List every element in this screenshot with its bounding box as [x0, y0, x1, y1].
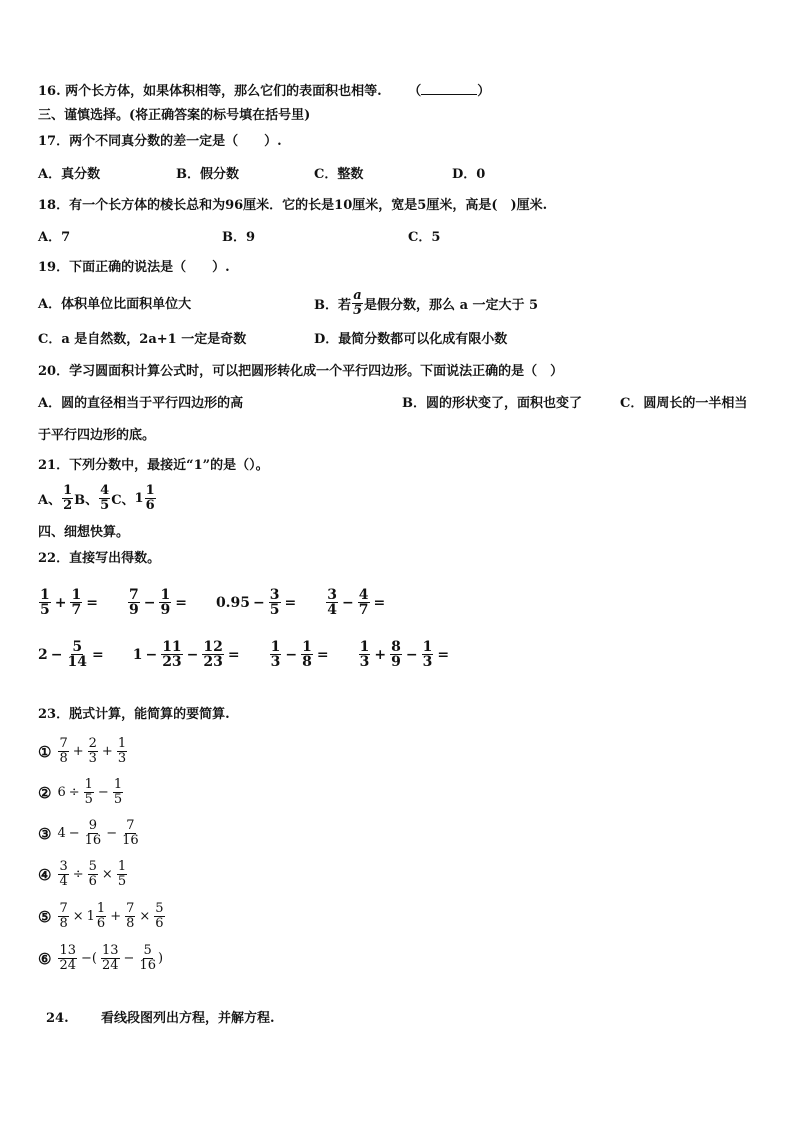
numerator: 8: [391, 639, 401, 655]
mixed-number: [87, 902, 108, 931]
fraction: [301, 640, 313, 669]
fraction: [326, 588, 338, 617]
leading-number: 2: [38, 646, 48, 663]
leading-number: 1: [132, 646, 143, 663]
q16-number: 16.: [38, 84, 61, 99]
numerator: 5: [72, 639, 83, 655]
numerator: 5: [143, 943, 152, 958]
q19-b-suffix: 是假分数，那么 a 一定大于 5: [364, 298, 539, 313]
operator: −: [106, 826, 118, 841]
operator: +: [54, 594, 67, 611]
q17-option-c[interactable]: C．整数: [314, 167, 364, 182]
numerator: 1: [422, 639, 433, 655]
equals-sign: =: [227, 646, 240, 663]
numerator: 9: [88, 818, 98, 833]
denominator: 6: [145, 498, 155, 513]
q21-options: [38, 484, 157, 513]
section-3-heading: 三、谨慎选择。(将正确答案的标号填在括号里): [38, 108, 311, 123]
fraction: [117, 737, 127, 766]
denominator: 16: [84, 833, 102, 848]
q20-option-a[interactable]: A．圆的直径相当于平行四边形的高: [38, 396, 244, 411]
q22-expr-6: [133, 640, 243, 669]
denominator: 5: [353, 303, 363, 318]
section-4-heading: 四、细想快算。: [38, 525, 130, 540]
q17-option-b[interactable]: B．假分数: [176, 167, 239, 182]
q22-expr-4: [325, 588, 388, 617]
numerator: 1: [113, 777, 123, 792]
equals-sign: =: [91, 646, 104, 663]
q23-item-1: [38, 737, 128, 766]
equals-sign: =: [284, 594, 297, 611]
operator: −: [143, 594, 156, 611]
operator: −: [50, 646, 63, 663]
numerator: 1: [270, 639, 281, 655]
denominator: 6: [155, 916, 164, 931]
numerator: 7: [59, 901, 68, 916]
numerator: 5: [155, 901, 164, 916]
denominator: 6: [88, 874, 97, 889]
numerator: 1: [359, 639, 370, 655]
denominator: 23: [203, 654, 223, 670]
fraction: [58, 902, 68, 931]
item-number: ②: [38, 783, 52, 802]
numerator: 1: [84, 777, 93, 792]
q23-item-3: [38, 819, 141, 848]
denominator: 24: [101, 958, 119, 973]
numerator: 4: [358, 587, 369, 603]
denominator: 8: [59, 916, 68, 931]
denominator: 5: [84, 792, 93, 807]
question-23-stem: 23．脱式计算，能简算的要简算.: [38, 707, 230, 722]
equals-sign: =: [373, 594, 386, 611]
equals-sign: =: [316, 646, 329, 663]
fraction: [66, 640, 87, 669]
numerator: 3: [59, 859, 68, 874]
fraction: [161, 640, 182, 669]
fraction: [359, 640, 371, 669]
numerator: 7: [128, 587, 139, 603]
fraction: [84, 819, 103, 848]
operator: −: [123, 951, 135, 966]
numerator: 1: [145, 483, 155, 498]
q21-a-label: A、: [38, 493, 62, 508]
operator: ÷: [68, 785, 80, 800]
denominator: 16: [122, 833, 139, 848]
item-number: ④: [38, 865, 52, 884]
question-22-stem: 22．直接写出得数。: [38, 551, 161, 566]
operator: +: [72, 744, 84, 759]
whole-part: 1: [134, 491, 144, 506]
fraction: [39, 588, 51, 617]
denominator: 5: [100, 498, 110, 513]
fraction: [58, 860, 68, 889]
q19-b-fraction: [352, 289, 363, 318]
q20-option-c-cont: 于平行四边形的底。: [38, 428, 156, 443]
close-paren: ): [157, 951, 164, 966]
fraction: [125, 902, 135, 931]
numerator: 1: [160, 587, 171, 603]
fraction: [70, 588, 82, 617]
fraction: [121, 819, 140, 848]
q21-c-mixed-number[interactable]: [135, 484, 157, 513]
q17-option-a[interactable]: A．真分数: [38, 167, 101, 182]
denominator: 4: [59, 874, 68, 889]
operator: +: [101, 744, 113, 759]
numerator: 2: [88, 736, 97, 751]
denominator: 7: [358, 602, 369, 618]
numerator: 7: [59, 736, 68, 751]
numerator: 13: [101, 943, 119, 958]
q21-c-label: C、: [111, 493, 135, 508]
q21-a-fraction[interactable]: [62, 484, 73, 513]
question-18-stem: 18．有一个长方体的棱长总和为96厘米．它的长是10厘米，宽是5厘米，高是( )厘米.: [38, 198, 548, 213]
item-number: ③: [38, 824, 52, 843]
operator: ×: [72, 909, 84, 924]
q22-expr-1: [38, 588, 101, 617]
numerator: 1: [96, 901, 106, 916]
leading-number: 0.95: [215, 594, 251, 611]
fraction: [58, 737, 68, 766]
q16-answer-blank[interactable]: [421, 82, 477, 95]
q22-row-2: [38, 640, 478, 669]
question-20-stem: 20．学习圆面积计算公式时，可以把圆形转化成一个平行四边形。下面说法正确的是（ ）: [38, 364, 564, 379]
numerator: 1: [71, 587, 82, 603]
q22-row-1: [38, 588, 414, 617]
fraction: [138, 944, 157, 973]
fraction: [390, 640, 402, 669]
denominator: 23: [162, 654, 182, 670]
leading-number: 4: [57, 826, 66, 841]
q24-text: 看线段图列出方程，并解方程.: [101, 1011, 275, 1026]
denominator: 14: [67, 654, 87, 670]
q19-b-prefix: B．若: [314, 298, 351, 313]
numerator: 7: [126, 901, 135, 916]
q18-option-a[interactable]: A．7: [38, 230, 71, 245]
operator: −: [186, 646, 199, 663]
q22-expr-3: [216, 588, 299, 617]
q21-b-fraction[interactable]: [99, 484, 110, 513]
q20-option-c[interactable]: C．圆周长的一半相当: [620, 396, 748, 411]
fraction: [159, 588, 171, 617]
fraction: [422, 640, 434, 669]
item-number: ①: [38, 742, 52, 761]
numerator: 7: [126, 818, 135, 833]
question-17-stem: 17．两个不同真分数的差一定是（ ）.: [38, 134, 282, 149]
operator: +: [374, 646, 387, 663]
denominator: 4: [327, 602, 338, 618]
q16-paren-open: （: [408, 84, 422, 99]
denominator: 3: [88, 751, 97, 766]
fraction: [88, 737, 98, 766]
q16-text: 两个长方体，如果体积相等，那么它们的表面积也相等.: [65, 84, 382, 99]
denominator: 9: [128, 602, 139, 618]
numerator: 4: [100, 483, 110, 498]
fraction: [96, 902, 106, 931]
denominator: 9: [160, 602, 171, 618]
denominator: 3: [270, 654, 281, 670]
numerator: 11: [162, 639, 182, 655]
operator: −: [285, 646, 298, 663]
question-21-stem: 21．下列分数中，最接近“1”的是（）。: [38, 458, 269, 473]
fraction: [88, 860, 98, 889]
fraction: [117, 860, 127, 889]
numerator: a: [353, 288, 362, 303]
fraction: [202, 640, 223, 669]
leading-number: 6: [57, 785, 66, 800]
equals-sign: =: [86, 594, 98, 611]
operator: ×: [139, 909, 151, 924]
operator: −: [405, 646, 418, 663]
operator: ÷: [72, 867, 84, 882]
q23-item-4: [38, 860, 128, 889]
operator: ×: [101, 867, 113, 882]
q20-option-b[interactable]: B．圆的形状变了，面积也变了: [402, 396, 582, 411]
q21-c-fraction: [145, 484, 156, 513]
numerator: 5: [88, 859, 97, 874]
denominator: 5: [269, 602, 280, 618]
numerator: 1: [117, 859, 127, 874]
fraction: [84, 778, 94, 807]
denominator: 5: [113, 792, 123, 807]
operator: −: [145, 646, 158, 663]
operator: −: [342, 594, 354, 611]
denominator: 8: [59, 751, 68, 766]
denominator: 3: [359, 654, 370, 670]
q22-expr-7: [269, 640, 332, 669]
q18-option-b[interactable]: B．9: [222, 230, 256, 245]
equals-sign: =: [175, 594, 187, 611]
denominator: 9: [391, 654, 401, 670]
numerator: 1: [302, 639, 312, 655]
q19-option-b[interactable]: [314, 289, 538, 318]
fraction: [101, 944, 120, 973]
denominator: 6: [96, 916, 106, 931]
q19-option-c[interactable]: C．a 是自然数，2a+1 一定是奇数: [38, 332, 247, 347]
numerator: 1: [117, 736, 127, 751]
q23-item-2: [38, 778, 124, 807]
fraction: [128, 588, 140, 617]
q19-option-a[interactable]: A．体积单位比面积单位大: [38, 297, 192, 312]
denominator: 5: [40, 602, 50, 618]
q16-paren-close: ）: [477, 84, 491, 99]
q23-item-6: [38, 944, 163, 973]
fraction: [113, 778, 123, 807]
denominator: 2: [63, 498, 73, 513]
numerator: 1: [63, 483, 73, 498]
q22-expr-2: [127, 588, 190, 617]
operator: −: [97, 785, 109, 800]
operator: −: [253, 594, 265, 611]
item-number: ⑤: [38, 907, 52, 926]
fraction: [58, 944, 77, 973]
numerator: 12: [203, 639, 223, 655]
question-16: [38, 82, 490, 101]
q18-option-c[interactable]: C．5: [408, 230, 441, 245]
denominator: 5: [117, 874, 127, 889]
numerator: 13: [59, 943, 76, 958]
fraction: [270, 640, 282, 669]
q17-option-d[interactable]: D．0: [452, 167, 486, 182]
denominator: 24: [59, 958, 76, 973]
question-19-stem: 19．下面正确的说法是（ ）.: [38, 260, 230, 275]
numerator: 3: [327, 587, 338, 603]
denominator: 3: [117, 751, 127, 766]
q24-number: 24.: [46, 1011, 69, 1026]
operator: +: [110, 909, 122, 924]
numerator: 3: [269, 587, 280, 603]
operator: −(: [81, 951, 97, 966]
denominator: 8: [126, 916, 135, 931]
q22-expr-5: [38, 640, 107, 669]
q19-option-d[interactable]: D．最简分数都可以化成有限小数: [314, 332, 508, 347]
whole-part: 1: [86, 909, 95, 924]
denominator: 8: [302, 654, 312, 670]
denominator: 7: [71, 602, 82, 618]
denominator: 3: [422, 654, 433, 670]
q23-item-5: [38, 902, 166, 931]
q21-b-label: B、: [74, 493, 99, 508]
item-number: ⑥: [38, 949, 52, 968]
numerator: 1: [40, 587, 50, 603]
denominator: 16: [139, 958, 156, 973]
fraction: [358, 588, 370, 617]
fraction: [154, 902, 164, 931]
q22-expr-8: [358, 640, 452, 669]
fraction: [269, 588, 281, 617]
equals-sign: =: [437, 646, 450, 663]
operator: −: [68, 826, 80, 841]
